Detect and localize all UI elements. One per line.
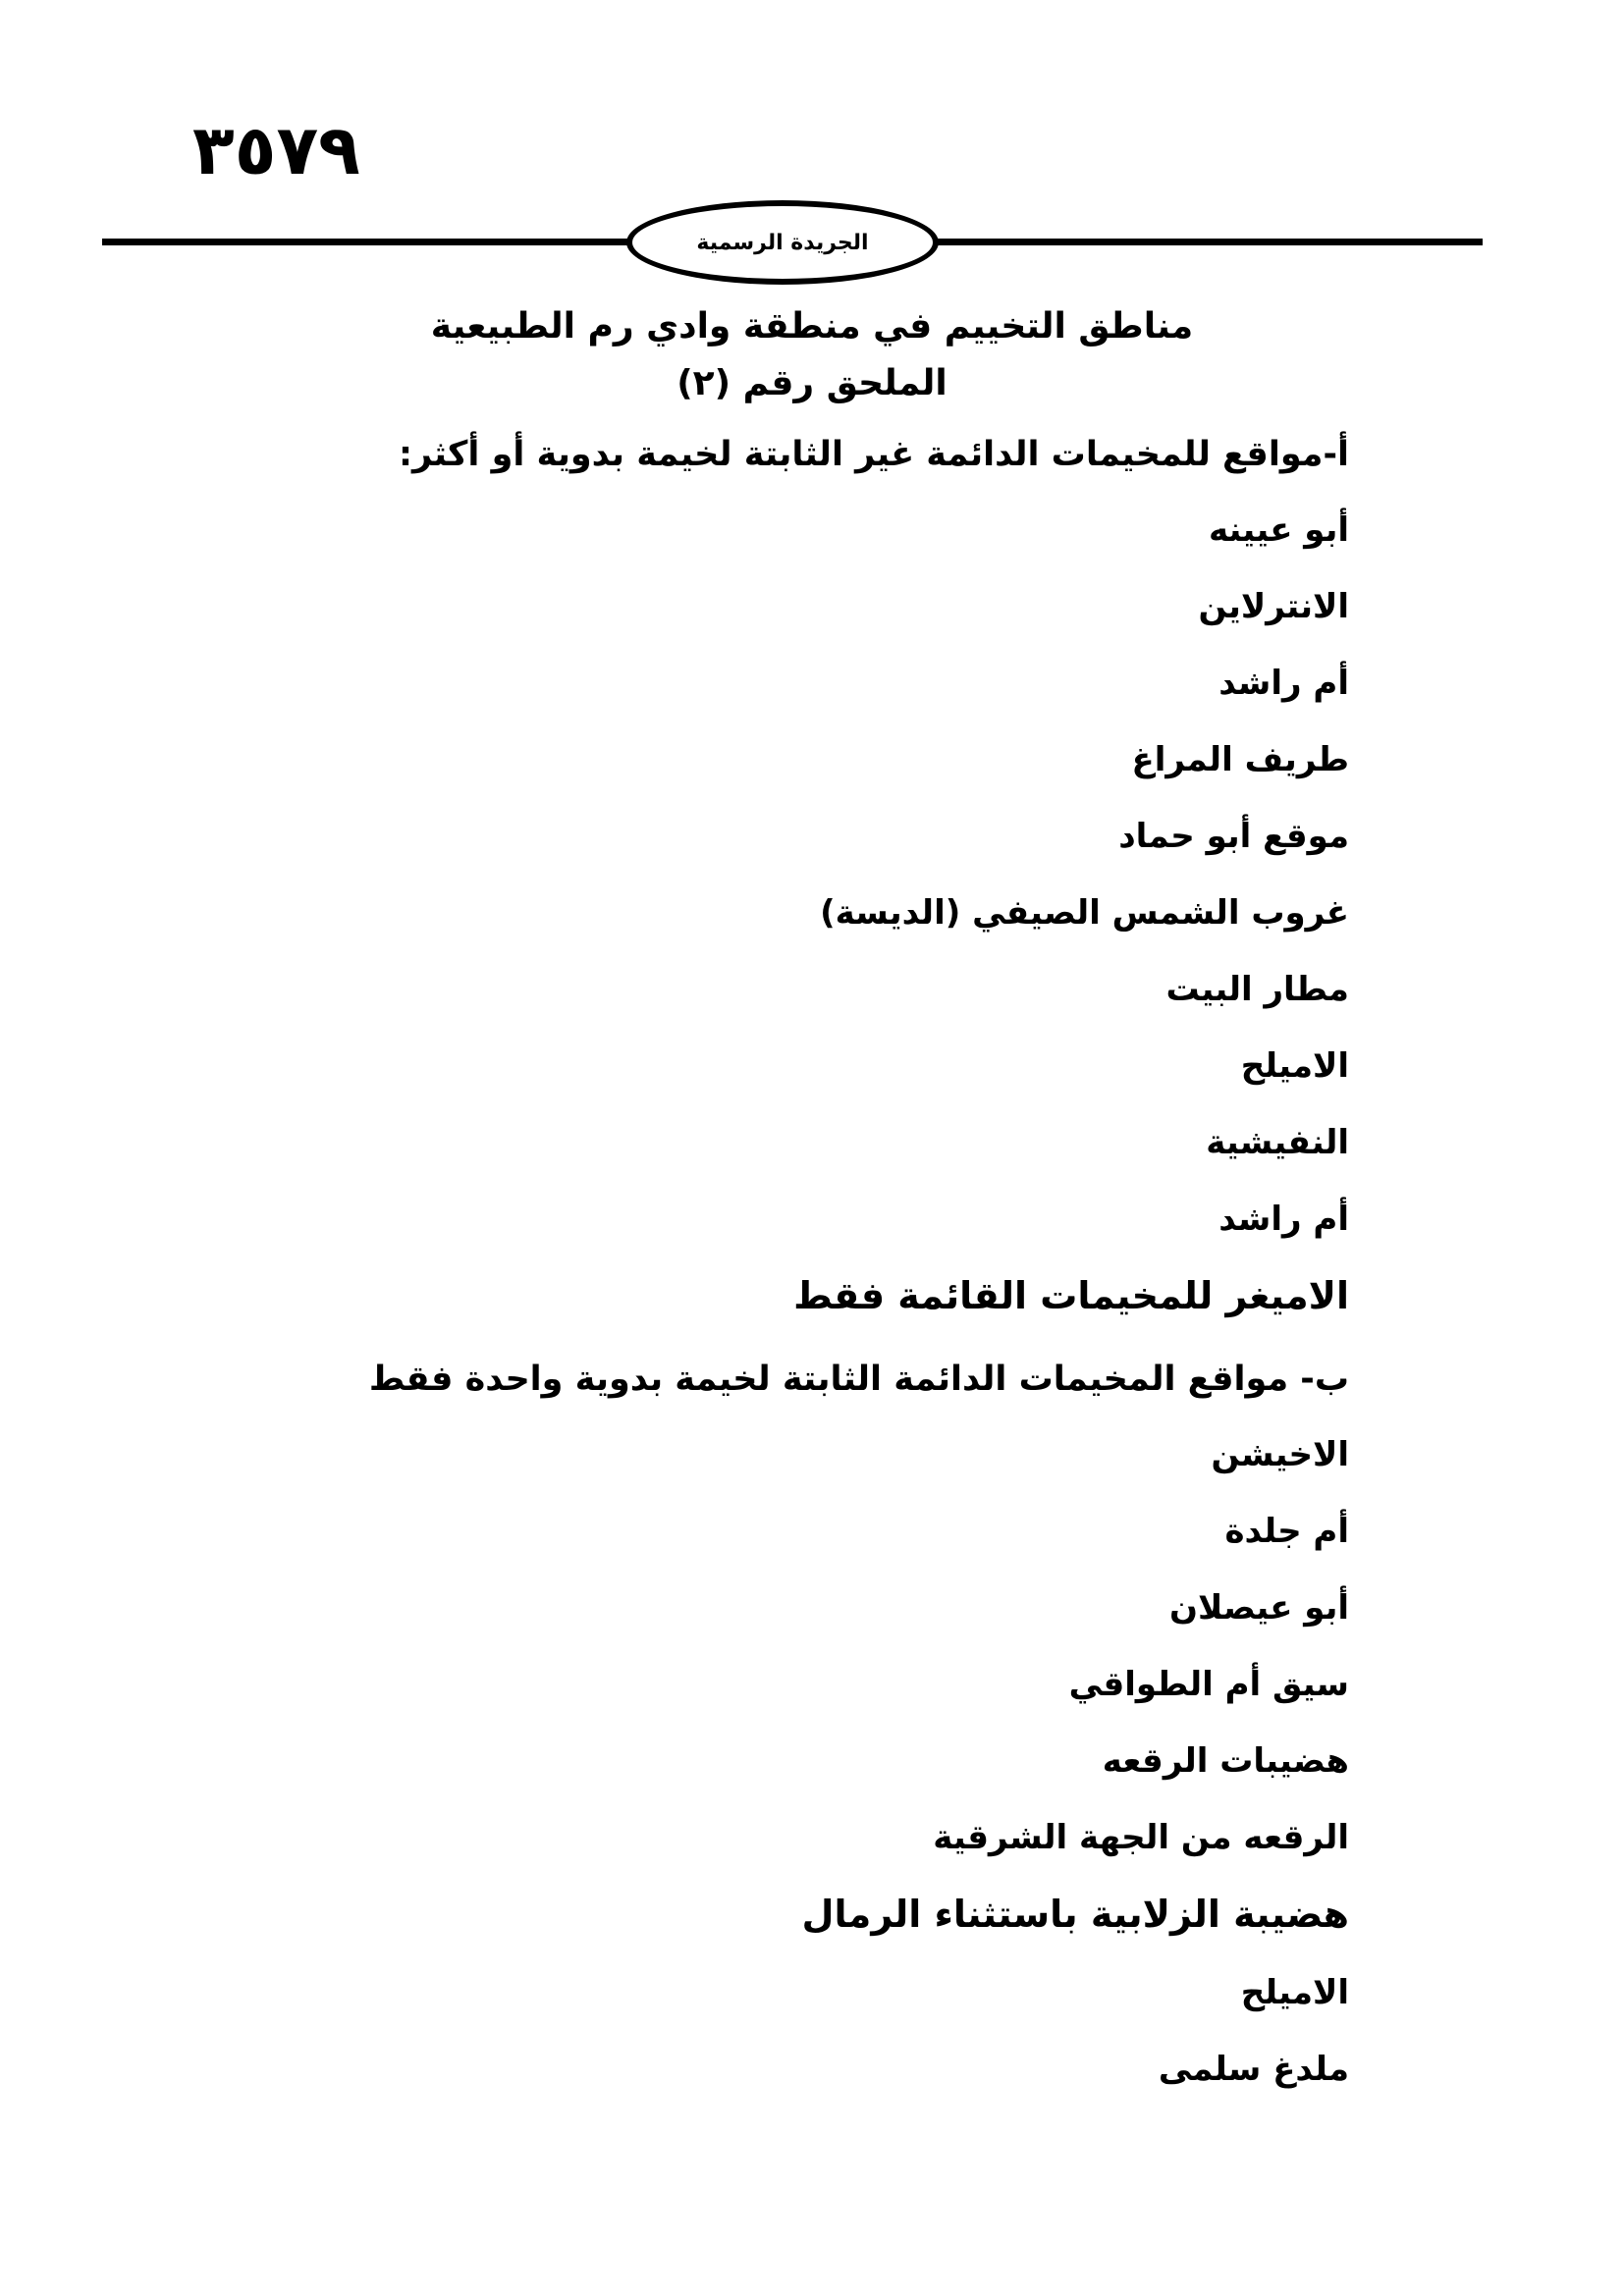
section-a-item: أم راشد: [1218, 664, 1349, 703]
section-b-item: الرقعه من الجهة الشرقية: [933, 1818, 1349, 1857]
section-b-item: أبو عيصلان: [1168, 1588, 1349, 1628]
section-a-item: النفيشية: [1206, 1123, 1349, 1162]
section-a-item: أبو عيينه: [1208, 510, 1349, 550]
section-b-item: الاخيشن: [1211, 1435, 1349, 1474]
annex-number: الملحق رقم (٢): [677, 363, 947, 403]
section-a-item: أم راشد: [1218, 1200, 1349, 1239]
section-a-item: الانترلاين: [1198, 587, 1349, 626]
section-a-emphasis: الاميغر للمخيمات القائمة فقط: [793, 1274, 1349, 1317]
section-a-heading: أ-مواقع للمخيمات الدائمة غير الثابتة لخيمة بدوية أو أكثر:: [399, 435, 1349, 474]
page-number: ٣٥٧٩: [192, 110, 360, 190]
gazette-header-label: الجريدة الرسمية: [696, 230, 869, 255]
section-b-item: الاميلح: [1240, 1973, 1349, 2012]
section-a-item: الاميلح: [1240, 1046, 1349, 1086]
section-b-item: أم جلدة: [1224, 1512, 1349, 1551]
section-b-item: ملدغ سلمى: [1158, 2050, 1349, 2089]
section-b-item: هضيبات الرقعه: [1102, 1741, 1349, 1781]
gazette-header-oval: [626, 200, 939, 285]
section-a-item: غروب الشمس الصيفي (الديسة): [820, 893, 1349, 933]
section-a-item: مطار البيت: [1165, 970, 1349, 1009]
section-a-item: موقع أبو حماد: [1118, 817, 1349, 856]
document-title: مناطق التخييم في منطقة وادي رم الطبيعية: [430, 306, 1194, 347]
section-b-emphasis: هضيبة الزلابية باستثناء الرمال: [801, 1893, 1349, 1936]
section-b-heading: ب- مواقع المخيمات الدائمة الثابتة لخيمة بدوية واحدة فقط: [368, 1360, 1349, 1399]
section-a-item: طريف المراغ: [1131, 740, 1349, 779]
section-b-item: سيق أم الطواقي: [1068, 1665, 1349, 1704]
